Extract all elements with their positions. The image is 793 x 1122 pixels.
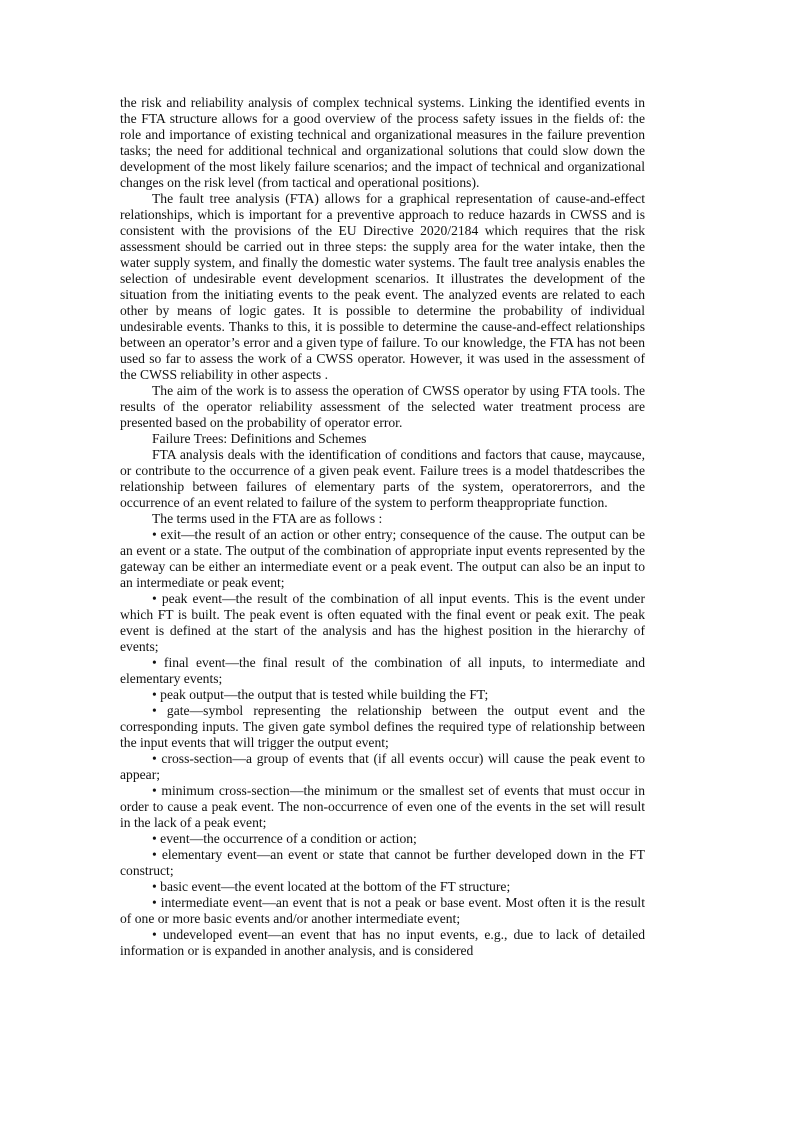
document-page — [120, 95, 645, 959]
term-final-event: • final event—the final result of the combination of all inputs, to intermediate and elementary events; — [120, 655, 645, 686]
term-basic-event: • basic event—the event located at the bottom of the FT structure; — [152, 879, 511, 894]
paragraph-aim: The aim of the work is to assess the operation of CWSS operator by using FTA tools. The results of the operator reliability assessment of the selected water treatment process are presented based on the probability of operator error. — [120, 383, 645, 430]
term-cross-section: • cross-section—a group of events that (if all events occur) will cause the peak event to appear; — [120, 751, 645, 782]
term-elementary-event: • elementary event—an event or state that cannot be further developed down in the FT construct; — [120, 847, 645, 878]
term-undeveloped-event: • undeveloped event—an event that has no input events, e.g., due to lack of detailed information or is expanded in another analysis, and is considered — [120, 927, 645, 958]
term-event: • event—the occurrence of a condition or action; — [152, 831, 417, 846]
term-minimum-cross-section: • minimum cross-section—the minimum or the smallest set of events that must occur in order to cause a peak event. The non-occurrence of even one of the events in the set will result in the lack of a peak event; — [120, 783, 645, 830]
paragraph-fta-description: The fault tree analysis (FTA) allows for a graphical representation of cause-and-effect relationships, which is important for a preventive approach to reduce hazards in CWSS and is consistent with the provisions of the EU Directive 2020/2184 which requires that the risk assessment should be carried out in three steps: the supply area for the water intake, then the water supply system, and finally the domestic water systems. The fault tree analysis enables the selection of undesirable event development scenarios. It illustrates the development of the situation from the initiating events to the peak event. The analyzed events are related to each other by means of logic gates. It is possible to determine the probability of individual undesirable events. Thanks to this, it is possible to determine the cause-and-effect relationships between an operator’s error and a given type of failure. To our knowledge, the FTA has not been used so far to assess the work of a CWSS operator. However, it was used in the assessment of the CWSS reliability in other aspects . — [120, 191, 645, 382]
paragraph-fta-analysis: FTA analysis deals with the identification of conditions and factors that cause, maycause, or contribute to the occurrence of a given peak event. Failure trees is a model thatdescribes the relationship between failures of elementary parts of the system, operatorerrors, and the occurrence of an event related to failure of the system to perform theappropriate function. — [120, 447, 645, 510]
section-heading: Failure Trees: Definitions and Schemes — [152, 431, 367, 446]
paragraph-terms-intro: The terms used in the FTA are as follows : — [152, 511, 383, 526]
paragraph-intro-continued: the risk and reliability analysis of complex technical systems. Linking the identified events in the FTA structure allows for a good overview of the process safety issues in the fields of: the role and importance of existing technical and organizational measures in the failure prevention tasks; the need for additional technical and organizational solutions that could slow down the development of the most likely failure scenarios; and the impact of technical and organizational changes on the risk level (from tactical and operational positions). — [120, 95, 645, 190]
term-exit: • exit—the result of an action or other entry; consequence of the cause. The output can be an event or a state. The output of the combination of appropriate input events represented by the gateway can be either an intermediate event or a peak event. The output can also be an input to an intermediate or peak event; — [120, 527, 645, 590]
term-peak-event: • peak event—the result of the combination of all input events. This is the event under which FT is built. The peak event is often equated with the final event or peak exit. The peak event is defined at the start of the analysis and has the highest position in the hierarchy of events; — [120, 591, 645, 654]
term-peak-output: • peak output—the output that is tested while building the FT; — [152, 687, 489, 702]
term-intermediate-event: • intermediate event—an event that is not a peak or base event. Most often it is the result of one or more basic events and/or another intermediate event; — [120, 895, 645, 926]
term-gate: • gate—symbol representing the relationship between the output event and the corresponding inputs. The given gate symbol defines the required type of relationship between the input events that will trigger the output event; — [120, 703, 645, 750]
